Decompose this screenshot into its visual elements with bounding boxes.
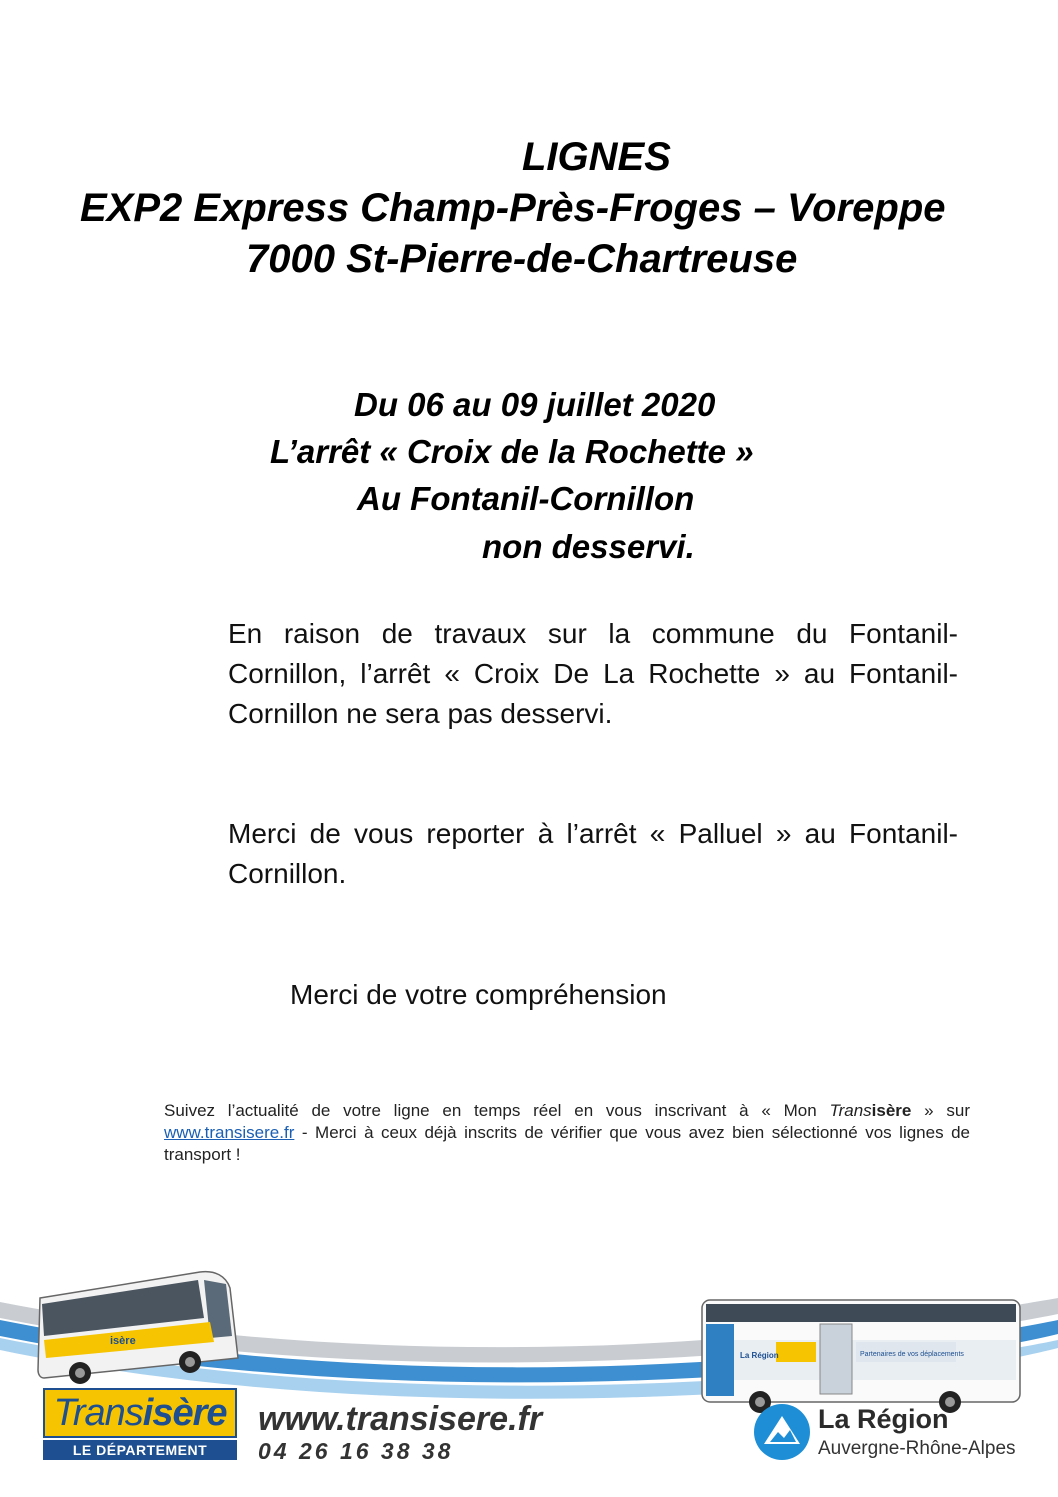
transisere-logo-top bbox=[43, 1388, 237, 1438]
transisere-logo bbox=[43, 1388, 237, 1460]
region-logo-icon bbox=[752, 1402, 812, 1462]
title-line-7000: 7000 St-Pierre-de-Chartreuse bbox=[246, 237, 798, 281]
notice-dates: Du 06 au 09 juillet 2020 bbox=[354, 386, 716, 423]
bus-right-brand: La Région bbox=[740, 1351, 779, 1360]
bus-right-illustration bbox=[702, 1300, 1020, 1413]
notice-stop-name: L’arrêt « Croix de la Rochette » bbox=[270, 433, 754, 470]
footer-phone: 04 26 16 38 38 bbox=[258, 1438, 454, 1464]
region-subtitle: Auvergne-Rhône-Alpes bbox=[818, 1438, 1016, 1459]
logo-trans-text: Trans bbox=[53, 1392, 143, 1434]
title-line-exp2: EXP2 Express Champ-Près-Froges – Voreppe bbox=[80, 186, 946, 230]
bus-left-illustration bbox=[38, 1272, 238, 1384]
footnote-brand-isere: isère bbox=[871, 1101, 912, 1120]
logo-departement-text: LE DÉPARTEMENT bbox=[43, 1440, 237, 1460]
region-name: La Région bbox=[818, 1404, 949, 1434]
footnote-part2: » sur bbox=[911, 1101, 970, 1120]
footnote-brand-trans: Trans bbox=[829, 1101, 872, 1120]
notice-commune: Au Fontanil-Cornillon bbox=[357, 480, 695, 517]
logo-isere-text: isère bbox=[142, 1392, 227, 1434]
bus-right-slogan: Partenaires de vos déplacements bbox=[860, 1351, 964, 1358]
footnote bbox=[164, 1100, 970, 1166]
thanks-text: Merci de votre compréhension bbox=[290, 979, 667, 1010]
title-lignes: LIGNES bbox=[522, 135, 671, 179]
footnote-part3: - Merci à ceux déjà inscrits de vérifier que vous avez bien sélectionné vos lignes de transport ! bbox=[164, 1123, 970, 1164]
notice-status: non desservi. bbox=[482, 528, 695, 565]
body-paragraph-redirect: Merci de vous reporter à l’arrêt « Palluel » au Fontanil-Cornillon. bbox=[228, 818, 958, 889]
transisere-link[interactable]: www.transisere.fr bbox=[164, 1123, 295, 1142]
footer-url[interactable]: www.transisere.fr bbox=[258, 1400, 543, 1438]
footnote-part1: Suivez l’actualité de votre ligne en temps réel en vous inscrivant à « Mon bbox=[164, 1101, 830, 1120]
bus-left-brand: isère bbox=[110, 1335, 136, 1347]
body-paragraph-works: En raison de travaux sur la commune du Fontanil-Cornillon, l’arrêt « Croix De La Rochette » au Fontanil-Cornillon ne sera pas desservi. bbox=[228, 618, 958, 729]
